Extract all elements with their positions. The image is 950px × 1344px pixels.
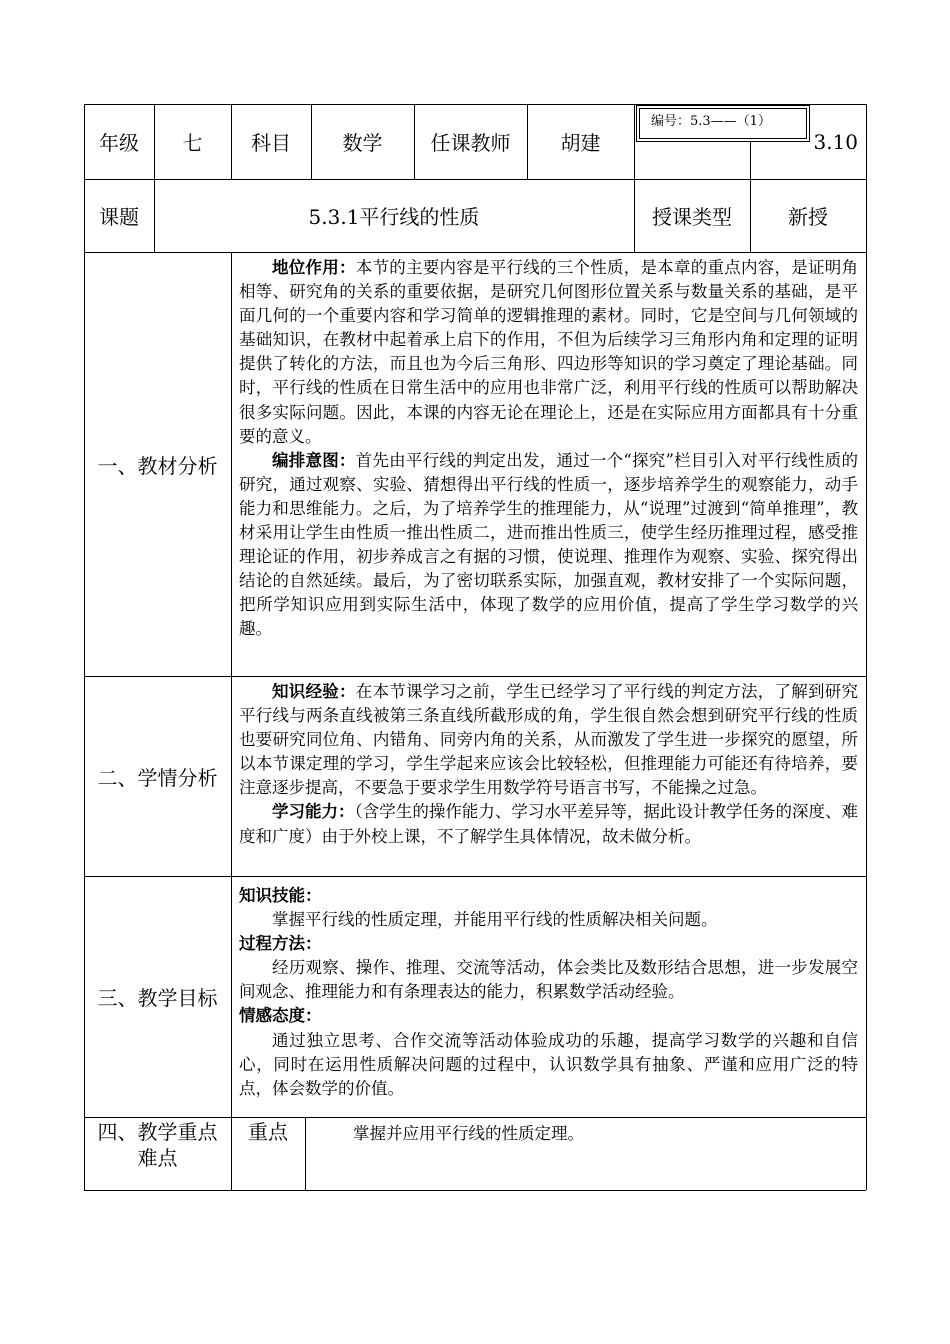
code-box [636, 105, 810, 142]
section-learner-analysis-label: 二、学情分析 [97, 765, 218, 790]
section-learner-analysis-content [231, 676, 866, 876]
section-key-difficult-label-line1: 四、教学重点 [97, 1120, 218, 1144]
arrangement-intent-text: 首先由平行线的判定出发，通过一个“探究”栏目引入对平行线性质的研究，通过观察、实验、猜想得出平行线的性质一，逐步培养学生的观察能力，动手能力和思维能力。之后，为了培养学生的推理能力，从“说理”过渡到“简单推理”，教材采用让学生由性质一推出性质二，进而推出性质三，使学生经历推理过程，感受推理论证的作用，初步养成言之有据的习惯，使说理、推理作为观察、实验、探究得出结论的自然延续。最后，为了密切联系实际，加强直观，教材安排了一个实际问题，把所学知识应用到实际生活中，体现了数学的应用价值，提高了学生学习数学的兴趣。 [239, 450, 859, 639]
subject-value: 数学 [342, 131, 383, 155]
section-textbook-analysis-label: 一、教材分析 [97, 453, 218, 478]
knowledge-experience-paragraph [239, 680, 858, 800]
key-point-text: 掌握并应用平行线的性质定理。 [353, 1124, 584, 1143]
position-role-text: 本节的主要内容是平行线的三个性质，是本章的重点内容，是证明角相等、研究角的关系的重要依据，是研究几何图形位置关系与数量关系的基础，是平面几何的一个重要内容和学习简单的逻辑推理的素材。同时，它是空间与几何领域的基础知识，在教材中起着承上启下的作用，不但为后续学习三角形内角和定理的证明提供了转化的方法，而且也为今后三角形、四边形等知识的学习奠定了理论基础。同时，平行线的性质在日常生活中的应用也非常广泛，利用平行线的性质可以帮助解决很多实际问题。因此，本课的内容无论在理论上，还是在实际应用方面都具有十分重要的意义。 [239, 258, 858, 446]
date-fragment: 3.10 [813, 129, 858, 154]
knowledge-experience-text: 在本节课学习之前，学生已经学习了平行线的判定方法，了解到研究平行线与两条直线被第三条直线所截形成的角，学生很自然会想到研究平行线的性质也要研究同位角、内错角、同旁内角的关系，从而激发了学生进一步探究的愿望，所以本节课定理的学习，学生学起来应该会比较轻松，但推理能力可能还有待培养，要注意逐步提高，不要急于要求学生用数学符号语言书写，不能操之过急。 [239, 682, 858, 798]
section-textbook-analysis-content [231, 252, 866, 676]
teacher-value: 胡建 [560, 131, 601, 155]
emotion-attitude-heading: 情感态度： [239, 1006, 322, 1026]
section-teaching-goals-content [231, 876, 866, 1117]
topic-value: 5.3.1平行线的性质 [308, 205, 480, 229]
lesson-type-label: 授课类型 [652, 205, 732, 229]
knowledge-experience-heading: 知识经验： [272, 682, 356, 701]
knowledge-skills-heading: 知识技能： [239, 886, 322, 905]
learning-ability-text: （含学生的操作能力、学习水平差异等，据此设计教学任务的深度、难度和广度）由于外校上课，不了解学生具体情况，故未做分析。 [239, 802, 859, 846]
lesson-type-value: 新授 [788, 205, 828, 229]
topic-label: 课题 [99, 205, 139, 229]
position-role-paragraph [239, 256, 858, 449]
section-key-difficult-label-line2: 难点 [137, 1146, 178, 1170]
code-box-text: 编号：5.3——（1） [651, 114, 771, 129]
grade-value: 七 [182, 131, 203, 155]
section-teaching-goals-label: 三、教学目标 [97, 986, 218, 1010]
knowledge-skills-text: 掌握平行线的性质定理，并能用平行线的性质解决相关问题。 [272, 910, 718, 930]
teacher-label: 任课教师 [430, 131, 511, 155]
position-role-heading: 地位作用： [272, 258, 356, 277]
emotion-attitude-text: 通过独立思考、合作交流等活动体验成功的乐趣，提高学习数学的兴趣和自信心，同时在运用性质解决问题的过程中，认识数学具有抽象、严谨和应用广泛的特点，体会数学的价值。 [239, 1030, 858, 1098]
grade-label: 年级 [99, 131, 139, 155]
arrangement-intent-heading: 编排意图： [272, 450, 356, 470]
learning-ability-paragraph [239, 800, 858, 848]
learning-ability-heading: 学习能力： [272, 802, 355, 822]
process-method-text: 经历观察、操作、推理、交流等活动，体会类比及数形结合思想，进一步发展空间观念、推理能力和有条理表达的能力，积累数学活动经验。 [239, 958, 858, 1002]
process-method-heading: 过程方法： [239, 934, 322, 954]
key-point-label: 重点 [248, 1120, 288, 1144]
section-key-difficult-label [84, 1117, 231, 1190]
arrangement-intent-paragraph [239, 449, 858, 642]
subject-label: 科目 [251, 131, 291, 155]
